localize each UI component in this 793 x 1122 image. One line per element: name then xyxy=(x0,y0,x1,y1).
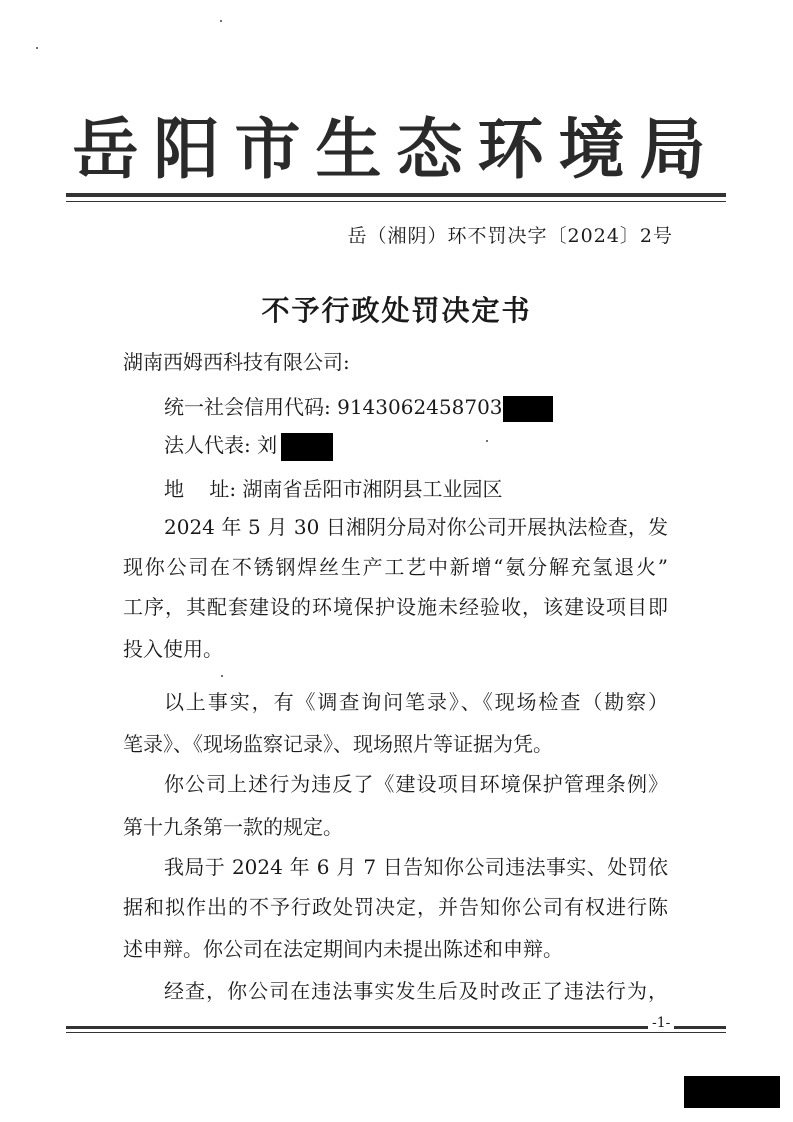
paragraph-line: 以上事实，有《调查询问笔录》、《现场检查（勘察） xyxy=(164,690,668,714)
paragraph-line: 现你公司在不锈钢焊丝生产工艺中新增“氨分解充氢退火” xyxy=(123,555,668,579)
paragraph-line: 我局于 2024 年 6 月 7 日告知你公司违法事实、处罚依 xyxy=(164,855,668,879)
legal-rep-line xyxy=(164,428,333,462)
footer-rule-thick xyxy=(66,1026,726,1029)
scan-speck xyxy=(220,20,222,22)
scan-speck xyxy=(221,675,223,677)
paragraph-line: 工序，其配套建设的环境保护设施未经验收，该建设项目即 xyxy=(123,595,668,619)
document-number: 岳（湘阴）环不罚决字〔2024〕2号 xyxy=(347,225,673,247)
addressee-company: 湖南西姆西科技有限公司: xyxy=(123,350,350,374)
redaction-block xyxy=(503,396,553,422)
page-number: -1- xyxy=(648,1016,674,1030)
address-label: 地 址: xyxy=(164,477,237,501)
paragraph-line: 述申辩。你公司在法定期间内未提出陈述和申辩。 xyxy=(123,937,563,961)
agency-masthead: 岳阳市生态环境局 xyxy=(72,111,721,188)
redaction-block xyxy=(281,433,333,461)
scan-speck xyxy=(36,47,38,49)
address-line xyxy=(164,472,503,506)
footer-rule-thin xyxy=(66,1032,726,1033)
credit-code-text: 统一社会信用代码: 9143062458703 xyxy=(164,395,503,419)
paragraph-line: 笔录》、《现场监察记录》、现场照片等证据为凭。 xyxy=(123,732,553,756)
scan-speck xyxy=(486,440,488,442)
header-rule-thick xyxy=(66,193,726,197)
redaction-block xyxy=(684,1076,780,1108)
paragraph-line: 2024 年 5 月 30 日湘阴分局对你公司开展执法检查，发 xyxy=(164,515,668,539)
paragraph-line: 你公司上述行为违反了《建设项目环境保护管理条例》 xyxy=(164,772,668,796)
paragraph-line: 第十九条第一款的规定。 xyxy=(123,815,343,839)
paragraph-line: 据和拟作出的不予行政处罚决定，并告知你公司有权进行陈 xyxy=(123,895,668,919)
document-title: 不予行政处罚决定书 xyxy=(261,294,532,327)
paragraph-line: 投入使用。 xyxy=(123,637,223,661)
paragraph-line: 经查，你公司在违法事实发生后及时改正了违法行为， xyxy=(164,979,668,1003)
address-value: 湖南省岳阳市湘阴县工业园区 xyxy=(242,477,503,501)
legal-rep-text: 法人代表: 刘 xyxy=(164,433,278,457)
header-rule-thin xyxy=(66,201,726,202)
credit-code-line xyxy=(164,390,553,424)
